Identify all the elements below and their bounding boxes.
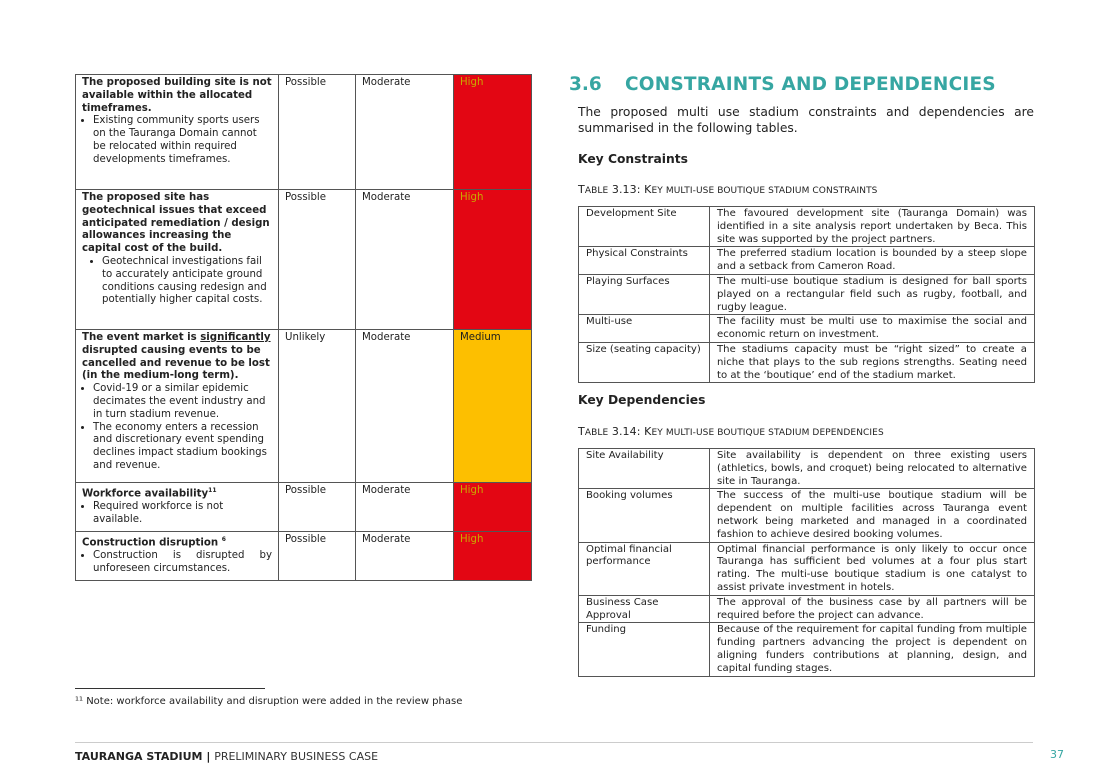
- section-number: 3.6: [569, 74, 602, 95]
- constraints-table: [578, 206, 1035, 383]
- risk-impact: Moderate: [356, 190, 454, 330]
- risk-bullet: • Covid-19 or a similar epidemic decimates the event industry and in turn stadium revenue.: [93, 383, 272, 421]
- risk-bullet: • Construction is disrupted by unforeseen circumstances.: [93, 550, 272, 576]
- dependency-key: Business Case Approval: [579, 595, 710, 623]
- risk-description: [76, 532, 279, 581]
- risk-row: [76, 75, 532, 190]
- risk-title: The proposed site has geotechnical issues that exceed anticipated remediation / design allowances increasing the capital cost of the build.: [82, 192, 270, 255]
- risk-description: [76, 483, 279, 532]
- constraints-heading: Key Constraints: [578, 152, 688, 166]
- table-row: [579, 315, 1035, 343]
- dependency-key: Funding: [579, 623, 710, 676]
- risk-description: [76, 190, 279, 330]
- risk-likelihood: Possible: [279, 190, 356, 330]
- risk-bullet: • Existing community sports users on the Tauranga Domain cannot be relocated within required developments timeframes.: [93, 115, 272, 166]
- risk-bullet: • Geotechnical investigations fail to accurately anticipate ground conditions causing redesign and potentially higher capital costs.: [102, 256, 272, 307]
- dependency-value: Site availability is dependent on three existing users (athletics, bowls, and croquet) being relocated to alternative site in Tauranga.: [710, 449, 1035, 489]
- constraint-value: The multi-use boutique stadium is designed for ball sports played on a rectangular field such as rugby, football, and rugby league.: [710, 274, 1035, 314]
- risk-title-emphasis: significantly: [200, 332, 271, 343]
- risk-likelihood: Possible: [279, 532, 356, 581]
- risk-likelihood: Unlikely: [279, 330, 356, 483]
- dependencies-table-caption: TABLE 3.14: KEY MULTI-USE BOUTIQUE STADIUM DEPENDENCIES: [578, 425, 884, 438]
- footnote: ¹¹ Note: workforce availability and disruption were added in the review phase: [75, 696, 463, 707]
- risk-impact: Moderate: [356, 330, 454, 483]
- dependency-value: Optimal financial performance is only likely to occur once Tauranga has sufficient bed volumes at a four plus start rating. The multi-use boutique stadium is one catalyst to assist private investment in hotels.: [710, 542, 1035, 595]
- dependencies-table: [578, 448, 1035, 677]
- dependency-key: Booking volumes: [579, 489, 710, 542]
- risk-description: [76, 75, 279, 190]
- risk-title: The proposed building site is not available within the allocated timeframes.: [82, 77, 272, 114]
- table-row: [579, 542, 1035, 595]
- constraint-key: Playing Surfaces: [579, 274, 710, 314]
- risk-rating: Medium: [454, 330, 532, 483]
- table-row: [579, 274, 1035, 314]
- table-row: [579, 247, 1035, 275]
- risk-bullet: • Required workforce is not available.: [93, 501, 272, 527]
- footer-title: TAURANGA STADIUM | PRELIMINARY BUSINESS CASE: [75, 750, 379, 763]
- risk-table: [75, 74, 532, 581]
- risk-title: Construction disruption $^6$: [82, 536, 226, 549]
- risk-title: The event market is significantly disrupted causing events to be cancelled and revenue to be lost (in the medium-long term).: [82, 332, 271, 382]
- constraint-value: The preferred stadium location is bounded by a steep slope and a setback from Cameron Road.: [710, 247, 1035, 275]
- risk-row: [76, 190, 532, 330]
- risk-likelihood: Possible: [279, 75, 356, 190]
- constraint-key: Multi-use: [579, 315, 710, 343]
- table-row: [579, 489, 1035, 542]
- dependency-key: Optimal financial performance: [579, 542, 710, 595]
- constraint-key: Physical Constraints: [579, 247, 710, 275]
- risk-rating: High: [454, 483, 532, 532]
- constraints-table-caption: TABLE 3.13: KEY MULTI-USE BOUTIQUE STADIUM CONSTRAINTS: [578, 183, 878, 196]
- risk-rating: High: [454, 190, 532, 330]
- footnote-ref[interactable]: 11: [208, 487, 217, 494]
- footer-divider: [75, 742, 1033, 743]
- constraint-value: The favoured development site (Tauranga Domain) was identified in a site analysis report undertaken by Beca. This site was supported by the project partners.: [710, 207, 1035, 247]
- constraint-value: The facility must be multi use to maximise the social and economic return on investment.: [710, 315, 1035, 343]
- constraint-key: Size (seating capacity): [579, 342, 710, 382]
- table-row: [579, 623, 1035, 676]
- dependency-key: Site Availability: [579, 449, 710, 489]
- table-row: [579, 342, 1035, 382]
- section-title: CONSTRAINTS AND DEPENDENCIES: [625, 74, 996, 95]
- page-number: 37: [1050, 748, 1064, 761]
- table-row: [579, 207, 1035, 247]
- dependencies-heading: Key Dependencies: [578, 393, 706, 407]
- risk-rating: High: [454, 75, 532, 190]
- constraint-key: Development Site: [579, 207, 710, 247]
- risk-rating: High: [454, 532, 532, 581]
- constraint-value: The stadiums capacity must be “right sized” to create a niche that plays to the sub regions strengths. Seating need to at the ‘boutique’ end of the stadium market.: [710, 342, 1035, 382]
- risk-row: [76, 483, 532, 532]
- footnote-divider: [75, 688, 265, 689]
- table-row: [579, 595, 1035, 623]
- dependency-value: Because of the requirement for capital funding from multiple funding partners advancing the project is dependent on aligning funders contributions at planning, design, and capital funding stages.: [710, 623, 1035, 676]
- risk-row: [76, 532, 532, 581]
- dependency-value: The approval of the business case by all partners will be required before the project can advance.: [710, 595, 1035, 623]
- risk-bullet: • The economy enters a recession and discretionary event spending declines impact stadium bookings and revenue.: [93, 422, 272, 473]
- risk-row: [76, 330, 532, 483]
- risk-impact: Moderate: [356, 75, 454, 190]
- risk-description: [76, 330, 279, 483]
- dependency-value: The success of the multi-use boutique stadium will be dependent on multiple facilities across Tauranga event network being marketed and managed in a coordinated fashion to achieve desired booking volumes.: [710, 489, 1035, 542]
- risk-title: Workforce availability$^{11}$: [82, 487, 217, 500]
- risk-likelihood: Possible: [279, 483, 356, 532]
- table-row: [579, 449, 1035, 489]
- risk-impact: Moderate: [356, 483, 454, 532]
- risk-impact: Moderate: [356, 532, 454, 581]
- section-intro: The proposed multi use stadium constraints and dependencies are summarised in the following tables.: [578, 105, 1034, 135]
- footnote-ref[interactable]: 6: [221, 536, 226, 543]
